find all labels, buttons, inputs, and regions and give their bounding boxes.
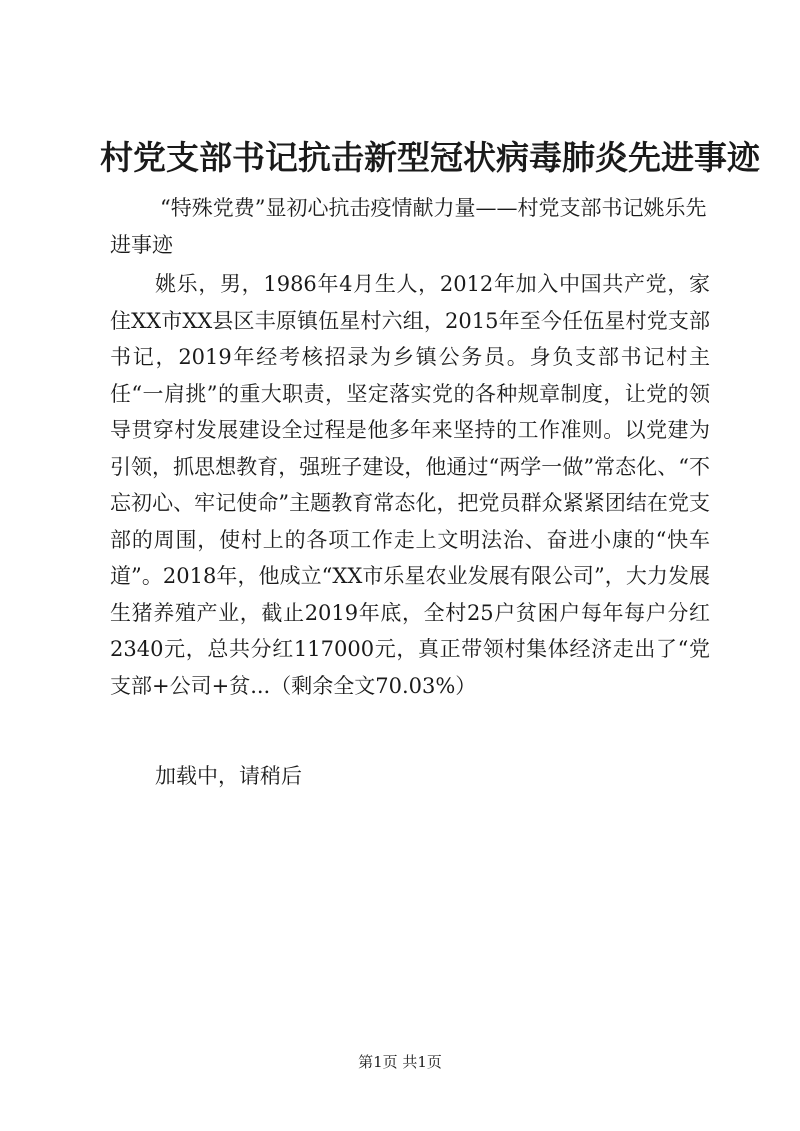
- document-body: 姚乐，男，1986年4月生人，2012年加入中国共产党，家住XX市XX县区丰原镇伍星村六组，2015年至今任伍星村党支部书记，2019年经考核招录为乡镇公务员。身负支部书记村主任“一肩挑”的重大职责，坚定落实党的各种规章制度，让党的领导贯穿村发展建设全过程是他多年来坚持的工作准则。以党建为引领，抓思想教育，强班子建设，他通过“两学一做”常态化、“不忘初心、牢记使命”主题教育常态化，把党员群众紧紧团结在党支部的周围，使村上的各项工作走上文明法治、奋进小康的“快车道”。2018年，他成立“XX市乐星农业发展有限公司”，大力发展生猪养殖产业，截止2019年底，全村25户贫困户每年每户分红2340元，总共分红117000元，真正带领村集体经济走出了“党支部+公司+贫...（剩余全文70.03%）: [110, 272, 710, 698]
- document-title: 村党支部书记抗击新型冠状病毒肺炎先进事迹: [100, 138, 760, 177]
- page-number-footer: 第1页 共1页: [358, 1053, 442, 1071]
- document-subtitle: “特殊党费”显初心抗击疫情献力量——村党支部书记姚乐先进事迹: [110, 196, 707, 257]
- loading-indicator: 加载中，请稍后: [155, 764, 302, 788]
